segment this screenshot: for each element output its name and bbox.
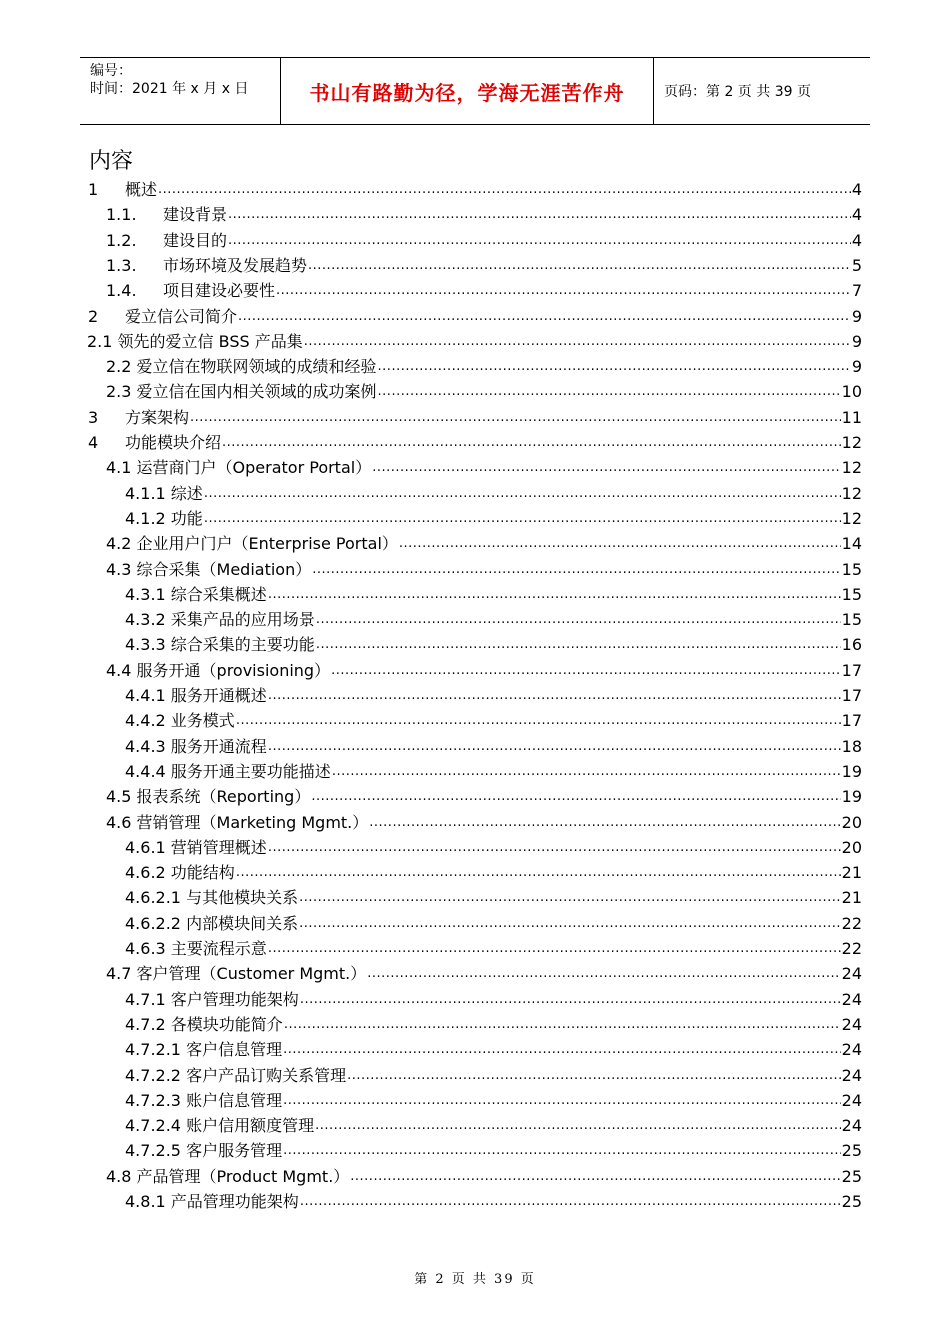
toc-entry-title: 4.8 产品管理（Product Mgmt.） xyxy=(106,1166,350,1186)
toc-entry[interactable] xyxy=(125,1011,862,1035)
toc-dot-leader xyxy=(204,509,841,529)
toc-dot-leader xyxy=(276,281,851,301)
toc-entry-page: 21 xyxy=(841,888,862,908)
toc-entry[interactable] xyxy=(125,631,862,655)
toc-entry[interactable] xyxy=(125,910,862,934)
toc-entry[interactable] xyxy=(106,1163,862,1187)
toc-entry-title: 4.2 企业用户门户（Enterprise Portal） xyxy=(106,534,398,554)
toc-entry-title: 4.4.1 服务开通概述 xyxy=(125,686,267,705)
toc-entry-number: 1 xyxy=(88,180,99,199)
toc-dot-leader xyxy=(315,1116,841,1136)
toc-entry-title: 4.3 综合采集（Mediation） xyxy=(106,559,312,579)
toc-entry-number: 1.3. xyxy=(106,255,137,275)
toc-dot-leader xyxy=(268,737,841,757)
toc-entry-page: 17 xyxy=(841,711,862,731)
toc-entry-page: 14 xyxy=(841,534,862,554)
toc-entry-title: 4.7.2.3 账户信息管理 xyxy=(125,1090,283,1110)
toc-dot-leader xyxy=(311,787,840,807)
toc-entry-title: 4.4 服务开通（provisioning） xyxy=(106,660,331,680)
toc-entry[interactable] xyxy=(125,834,862,858)
toc-entry[interactable] xyxy=(106,353,862,377)
toc-entry-title: 概述 xyxy=(125,180,158,199)
toc-entry-page: 18 xyxy=(841,736,862,756)
toc-entry-page: 11 xyxy=(841,407,862,427)
toc-entry-title: 4.6.2.1 与其他模块关系 xyxy=(125,888,299,908)
toc-entry[interactable] xyxy=(106,252,862,276)
toc-dot-leader xyxy=(378,357,851,377)
toc-entry-page: 15 xyxy=(841,584,862,604)
toc-dot-leader xyxy=(268,686,841,706)
toc-entry-title: 2.2 爱立信在物联网领域的成绩和经验 xyxy=(106,357,377,377)
toc-entry-page: 9 xyxy=(851,306,862,326)
page-footer: 第 2 页 共 39 页 xyxy=(414,1272,536,1287)
toc-entry-title: 4.3.2 采集产品的应用场景 xyxy=(125,610,315,630)
toc-entry-page: 20 xyxy=(841,812,862,832)
toc-entry-title: 市场环境及发展趋势 xyxy=(163,255,308,275)
toc-dot-leader xyxy=(299,888,841,908)
toc-entry[interactable] xyxy=(106,556,862,580)
toc-dot-leader xyxy=(378,382,841,402)
toc-entry-page: 15 xyxy=(841,559,862,579)
header-page-info: 页码：第 2 页 共 39 页 xyxy=(664,84,811,100)
toc-entry[interactable] xyxy=(125,1188,862,1212)
toc-entry-title: 4.8.1 产品管理功能架构 xyxy=(125,1192,299,1211)
toc-dot-leader xyxy=(222,433,841,453)
page-header xyxy=(80,57,870,125)
toc-entry[interactable] xyxy=(106,201,862,225)
toc-entry-number: 1.4. xyxy=(106,281,137,301)
toc-entry[interactable] xyxy=(106,960,862,984)
toc-entry-title: 4.1.2 功能 xyxy=(125,508,203,528)
toc-entry-page: 16 xyxy=(841,635,862,655)
toc-entry-number: 1.2. xyxy=(106,230,137,250)
toc-entry[interactable] xyxy=(125,1062,862,1086)
toc-entry[interactable] xyxy=(106,277,862,301)
toc-entry-title: 4.4.4 服务开通主要功能描述 xyxy=(125,761,331,781)
toc-dot-leader xyxy=(399,534,841,554)
toc-entry-title: 4.7.1 客户管理功能架构 xyxy=(125,989,299,1009)
toc-heading: 内容 xyxy=(89,149,134,174)
toc-entry-page: 17 xyxy=(841,660,862,680)
toc-entry[interactable] xyxy=(125,581,862,605)
toc-entry[interactable] xyxy=(106,809,862,833)
toc-entry-page: 12 xyxy=(841,433,862,452)
toc-entry[interactable] xyxy=(125,480,862,504)
toc-dot-leader xyxy=(236,863,841,883)
toc-entry-page: 24 xyxy=(841,1040,862,1060)
toc-entry[interactable] xyxy=(125,935,862,959)
toc-entry-page: 19 xyxy=(841,761,862,781)
toc-entry[interactable] xyxy=(125,1112,862,1136)
toc-entry-page: 12 xyxy=(841,458,862,478)
toc-dot-leader xyxy=(283,1091,841,1111)
toc-entry-title: 4.6 营销管理（Marketing Mgmt.） xyxy=(106,812,369,832)
toc-entry-page: 12 xyxy=(841,508,862,528)
toc-entry-page: 4 xyxy=(851,180,862,199)
toc-entry[interactable] xyxy=(106,530,862,554)
toc-dot-leader xyxy=(372,458,840,478)
toc-dot-leader xyxy=(316,610,841,630)
toc-entry[interactable] xyxy=(125,1087,862,1111)
toc-entry-page: 7 xyxy=(851,281,862,301)
toc-entry-title: 4.4.3 服务开通流程 xyxy=(125,736,267,756)
header-meta-cell xyxy=(80,58,281,124)
toc-entry-page: 25 xyxy=(841,1166,862,1186)
toc-entry-title: 爱立信公司简介 xyxy=(125,306,238,326)
toc-entry-page: 10 xyxy=(841,382,862,402)
toc-entry-title: 4.7.2.5 客户服务管理 xyxy=(125,1141,283,1161)
toc-entry[interactable] xyxy=(88,404,862,428)
toc-dot-leader xyxy=(238,307,851,327)
toc-entry[interactable] xyxy=(125,505,862,529)
toc-dot-leader xyxy=(300,1192,841,1212)
toc-dot-leader xyxy=(284,1015,841,1035)
toc-entry[interactable] xyxy=(125,682,862,706)
toc-dot-leader xyxy=(268,585,841,605)
toc-entry[interactable] xyxy=(125,986,862,1010)
toc-entry-title: 4.4.2 业务模式 xyxy=(125,711,235,731)
toc-dot-leader xyxy=(347,1066,841,1086)
toc-entry-title: 4.7.2.4 账户信用额度管理 xyxy=(125,1116,315,1136)
toc-entry[interactable] xyxy=(125,1137,862,1161)
toc-entry[interactable] xyxy=(88,176,862,200)
toc-entry[interactable] xyxy=(125,707,862,731)
toc-entry-page: 4 xyxy=(851,230,862,250)
toc-entry-title: 4.7.2.2 客户产品订购关系管理 xyxy=(125,1065,347,1085)
toc-entry[interactable] xyxy=(125,733,862,757)
toc-dot-leader xyxy=(316,635,841,655)
toc-entry-title: 4.6.2 功能结构 xyxy=(125,863,235,883)
toc-entry-title: 建设背景 xyxy=(163,205,228,225)
toc-entry-title: 功能模块介绍 xyxy=(125,433,222,452)
toc-dot-leader xyxy=(300,990,841,1010)
toc-dot-leader xyxy=(308,256,851,276)
toc-entry[interactable] xyxy=(106,454,862,478)
toc-dot-leader xyxy=(350,1167,840,1187)
toc-entry-page: 15 xyxy=(841,610,862,630)
header-motto: 书山有路勤为径，学海无涯苦作舟 xyxy=(309,80,625,105)
toc-dot-leader xyxy=(228,231,851,251)
toc-dot-leader xyxy=(283,1040,841,1060)
toc-entry[interactable] xyxy=(125,1036,862,1060)
toc-entry-page: 24 xyxy=(841,1065,862,1085)
toc-entry-page: 25 xyxy=(841,1192,862,1211)
toc-dot-leader xyxy=(158,180,851,200)
toc-entry-page: 21 xyxy=(841,863,862,883)
toc-entry-title: 4.3.3 综合采集的主要功能 xyxy=(125,635,315,655)
toc-entry-title: 4.3.1 综合采集概述 xyxy=(125,584,267,604)
toc-entry[interactable] xyxy=(125,758,862,782)
toc-entry-title: 4.1 运营商门户（Operator Portal） xyxy=(106,458,372,478)
toc-entry-page: 22 xyxy=(841,939,862,958)
toc-entry-page: 9 xyxy=(851,331,862,351)
toc-entry-number: 4 xyxy=(88,433,99,452)
toc-entry-page: 24 xyxy=(841,989,862,1009)
toc-dot-leader xyxy=(283,1141,841,1161)
toc-entry-page: 20 xyxy=(841,837,862,857)
toc-entry-page: 12 xyxy=(841,483,862,503)
toc-entry-page: 24 xyxy=(841,1090,862,1110)
toc-dot-leader xyxy=(190,408,841,428)
toc-entry-page: 4 xyxy=(851,205,862,225)
toc-entry[interactable] xyxy=(88,303,862,327)
toc-entry-page: 24 xyxy=(841,964,862,984)
toc-dot-leader xyxy=(236,711,841,731)
toc-entry-title: 4.7 客户管理（Customer Mgmt.） xyxy=(106,964,367,984)
toc-dot-leader xyxy=(369,813,840,833)
document-number-label: 编号： xyxy=(90,63,132,79)
toc-entry-title: 4.1.1 综述 xyxy=(125,483,203,503)
toc-entry-number: 2 xyxy=(88,306,99,326)
header-page-cell xyxy=(654,58,870,124)
document-date: 时间：2021 年 x 月 x 日 xyxy=(90,81,249,97)
toc-entry-page: 22 xyxy=(841,913,862,933)
toc-dot-leader xyxy=(331,661,841,681)
toc-entry-page: 17 xyxy=(841,686,862,705)
toc-dot-leader xyxy=(299,914,841,934)
toc-entry-title: 4.6.3 主要流程示意 xyxy=(125,939,267,958)
toc-entry-page: 24 xyxy=(841,1014,862,1034)
toc-entry[interactable] xyxy=(87,328,862,352)
toc-entry-page: 5 xyxy=(851,255,862,275)
toc-entry-title: 项目建设必要性 xyxy=(163,281,276,301)
toc-entry-title: 4.5 报表系统（Reporting） xyxy=(106,787,311,807)
toc-entry-title: 2.1 领先的爱立信 BSS 产品集 xyxy=(87,331,303,351)
toc-entry-number: 1.1. xyxy=(106,205,137,225)
header-motto-cell xyxy=(281,58,654,124)
toc-entry[interactable] xyxy=(106,783,862,807)
toc-entry-title: 4.6.2.2 内部模块间关系 xyxy=(125,913,299,933)
toc-entry-title: 4.6.1 营销管理概述 xyxy=(125,837,267,857)
toc-dot-leader xyxy=(228,205,851,225)
toc-entry-title: 2.3 爱立信在国内相关领域的成功案例 xyxy=(106,382,377,402)
toc-entry-title: 4.7.2.1 客户信息管理 xyxy=(125,1040,283,1060)
toc-entry[interactable] xyxy=(106,378,862,402)
toc-entry-number: 3 xyxy=(88,407,99,427)
toc-entry[interactable] xyxy=(125,859,862,883)
toc-entry-page: 24 xyxy=(841,1116,862,1136)
toc-dot-leader xyxy=(304,332,851,352)
toc-entry-page: 25 xyxy=(841,1141,862,1161)
toc-entry[interactable] xyxy=(88,429,862,453)
toc-dot-leader xyxy=(367,964,840,984)
toc-entry[interactable] xyxy=(106,227,862,251)
toc-entry-page: 19 xyxy=(841,787,862,807)
toc-entry[interactable] xyxy=(125,606,862,630)
toc-entry-title: 建设目的 xyxy=(163,230,228,250)
toc-dot-leader xyxy=(268,838,841,858)
toc-dot-leader xyxy=(312,560,840,580)
toc-entry[interactable] xyxy=(106,657,862,681)
toc-dot-leader xyxy=(332,762,841,782)
toc-entry-title: 4.7.2 各模块功能简介 xyxy=(125,1014,283,1034)
toc-entry[interactable] xyxy=(125,884,862,908)
toc-entry-page: 9 xyxy=(851,357,862,377)
toc-dot-leader xyxy=(204,484,841,504)
toc-dot-leader xyxy=(268,939,841,959)
toc-entry-title: 方案架构 xyxy=(125,407,190,427)
